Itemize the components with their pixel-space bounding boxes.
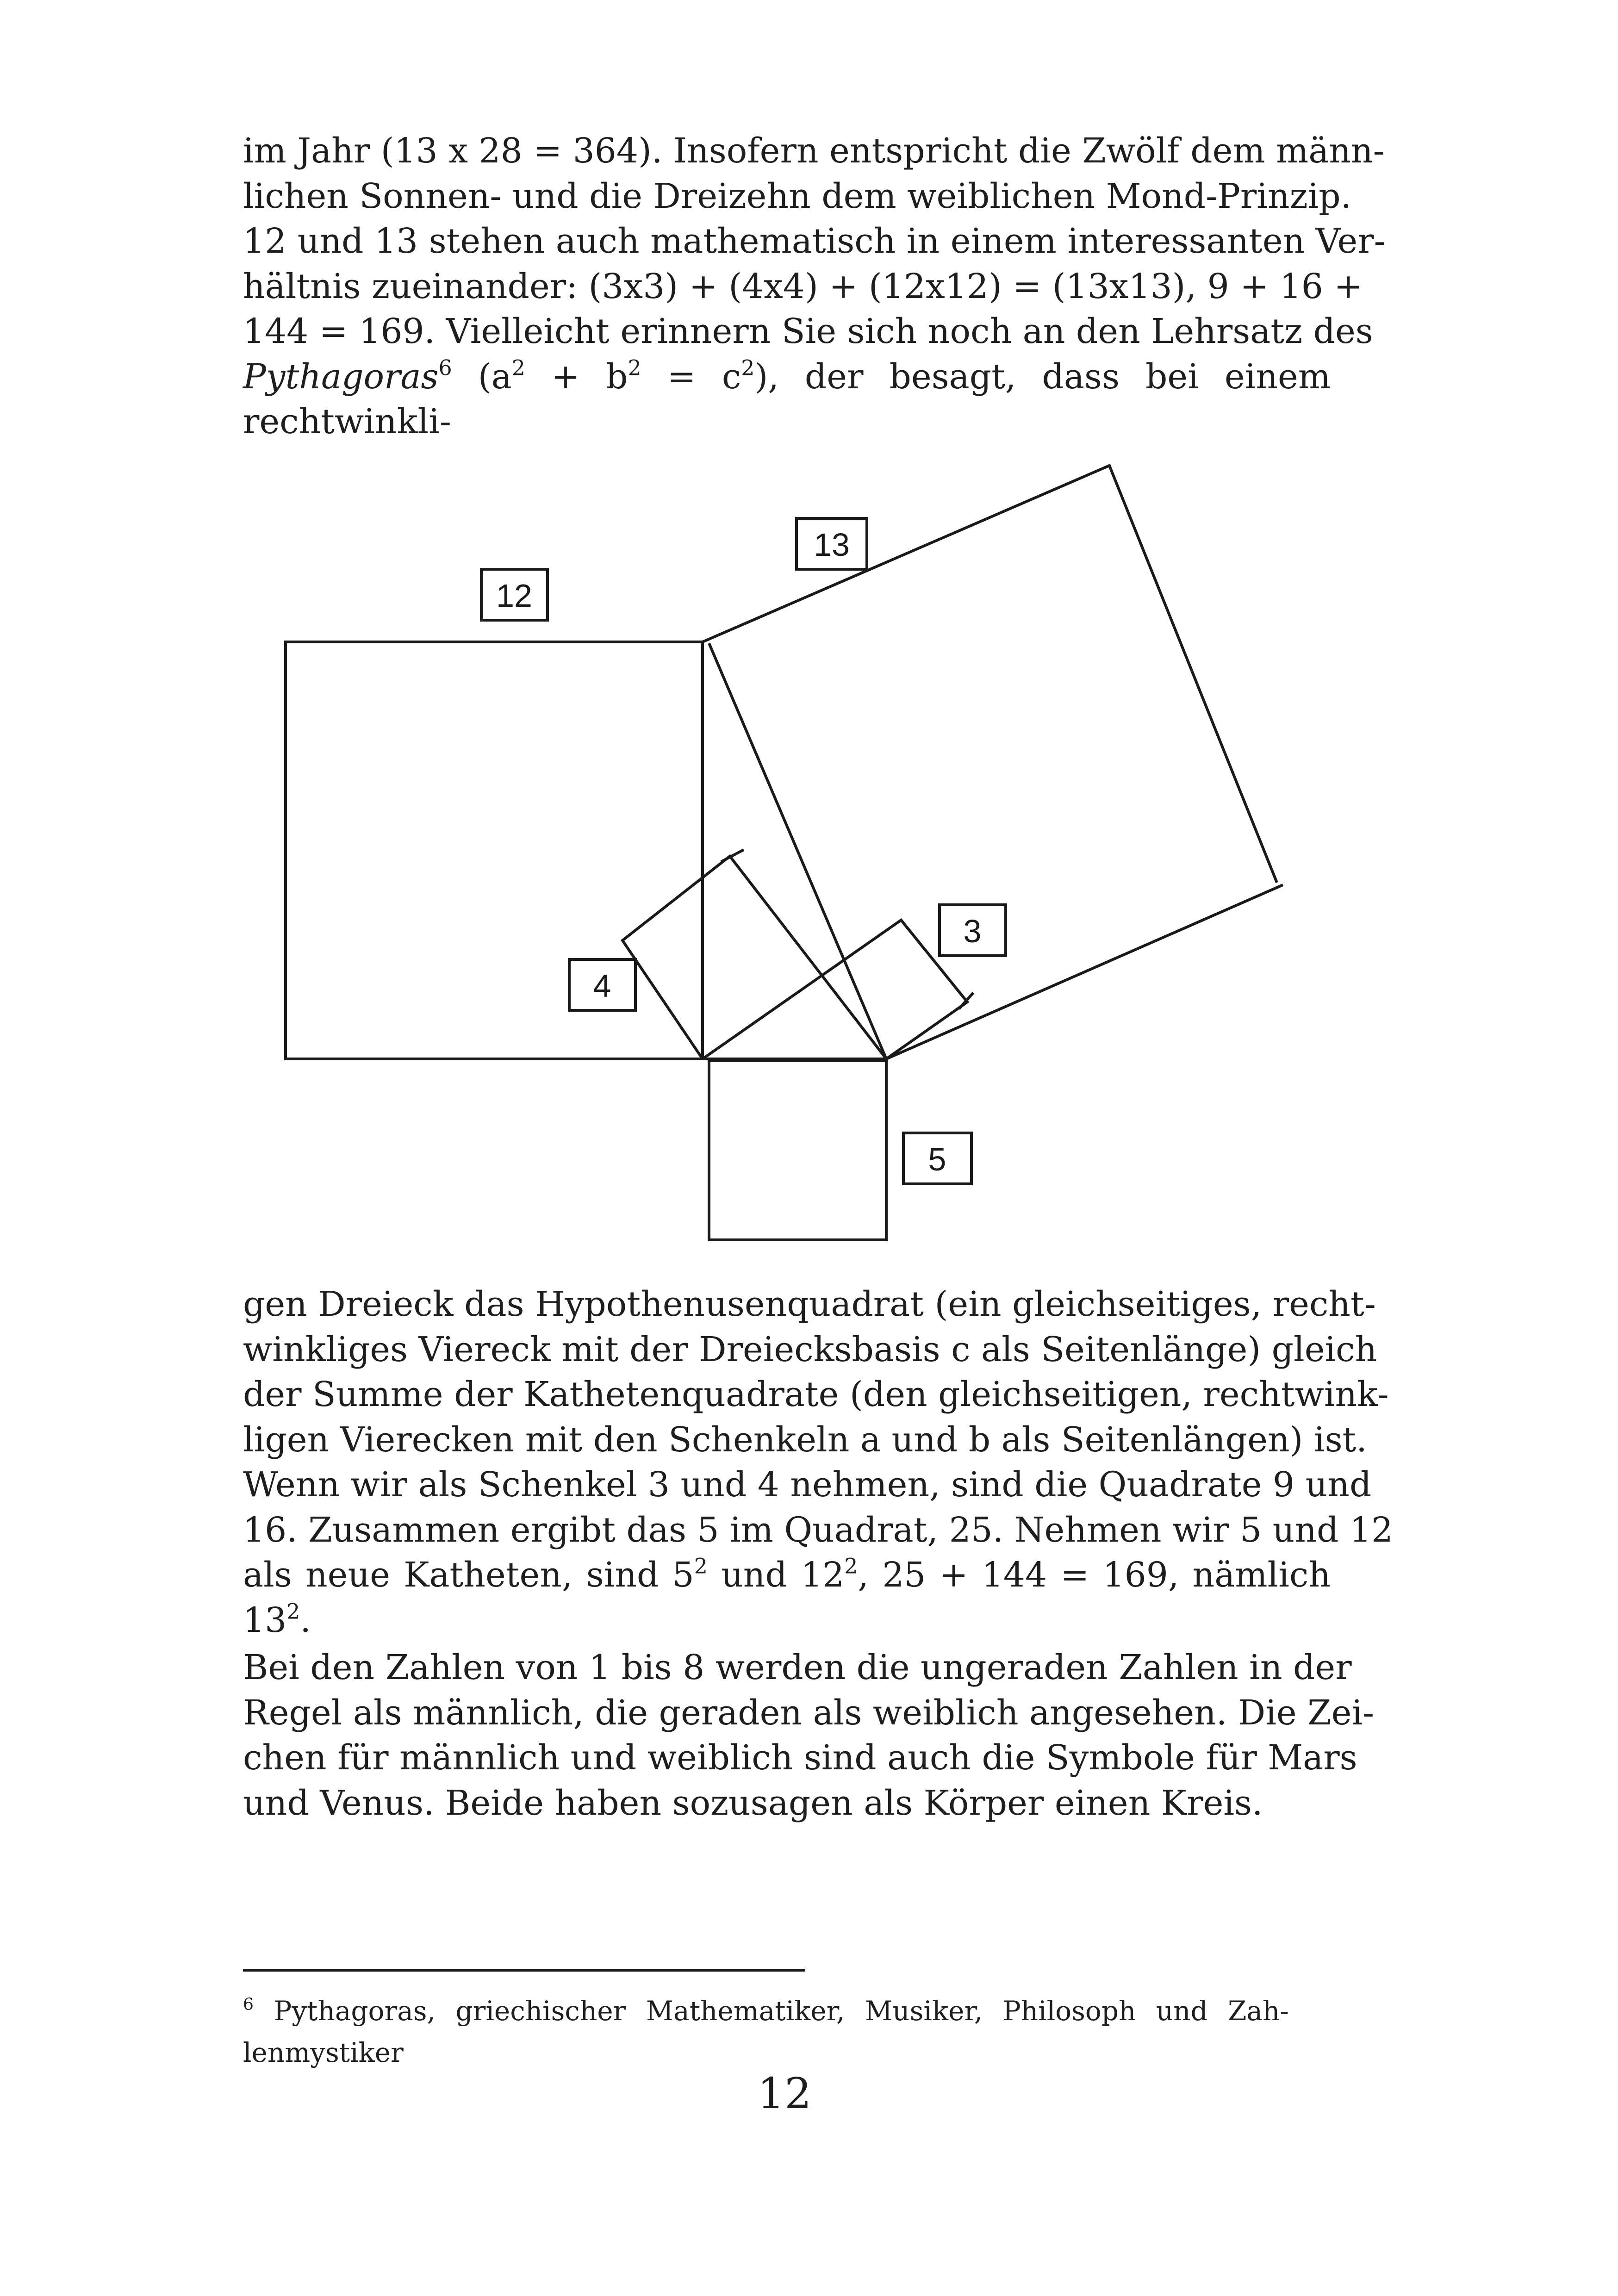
pythagoras-name: Pythagoras (243, 356, 439, 397)
text-line: Bei den Zahlen von 1 bis 8 werden die ungeraden Zahlen in der (243, 1648, 1352, 1687)
text-line-pythagoras: Pythagoras$^6$ $(a^2 + b^2 = c^2)$, der besagt, dass bei einem rechtwinkli- (243, 355, 1331, 442)
footnote (243, 1990, 1289, 2073)
label-12: 12 (496, 578, 532, 614)
square-13-edge (709, 643, 886, 1059)
text-line: als neue Katheten, sind $5^2$ und $12^2$, 25 + 144 = 169, nämlich $13^2$. (243, 1553, 1331, 1640)
label-3: 3 (963, 913, 982, 949)
text-line: gen Dreieck das Hypothenusenquadrat (ein gleichseitiges, recht- (243, 1284, 1376, 1324)
text-line: winkliges Viereck mit der Dreiecksbasis c als Seitenlänge) gleich (243, 1329, 1377, 1369)
text-line: lichen Sonnen- und die Dreizehn dem weiblichen Mond-Prinzip. (243, 176, 1352, 216)
text-line: 12 und 13 stehen auch mathematisch in einem interessanten Ver- (243, 221, 1386, 261)
text-line: Regel als männlich, die geraden als weiblich angesehen. Die Zei- (243, 1692, 1375, 1733)
text-line: der Summe der Kathetenquadrate (den gleichseitigen, rechtwink- (243, 1375, 1389, 1414)
text-line: im Jahr (13 x 28 = 364). Insofern entspricht die Zwölf dem männ- (243, 131, 1385, 171)
label-5: 5 (928, 1141, 946, 1177)
footnote-line: lenmystiker (243, 2037, 404, 2068)
footnote-number: 6 (243, 1995, 254, 2014)
text-line: ligen Vierecken mit den Schenkeln a und b als Seitenlängen) ist. (243, 1419, 1367, 1460)
square-13 (703, 466, 1277, 883)
text-line: Wenn wir als Schenkel 3 und 4 nehmen, sind die Quadrate 9 und (243, 1465, 1372, 1505)
square-5 (709, 1061, 886, 1240)
text-line: chen für männlich und weiblich sind auch die Symbole für Mars (243, 1738, 1357, 1778)
label-4: 4 (593, 968, 611, 1004)
footnote-line: $^6$ Pythagoras, griechischer Mathematiker, Musiker, Philosoph und Zah- (243, 1995, 1289, 2027)
text-line: 16. Zusammen ergibt das 5 im Quadrat, 25. Nehmen wir 5 und 12 (243, 1510, 1393, 1550)
text-line: hältnis zueinander: (3x3) + (4x4) + (12x12) = (13x13), 9 + 16 + (243, 266, 1363, 306)
label-13: 13 (814, 527, 850, 563)
footnote-separator (243, 1969, 805, 1972)
square-12 (286, 642, 703, 1059)
footnote-reference[interactable]: 6 (438, 355, 452, 380)
page-number: 12 (757, 2069, 812, 2118)
paragraph-bottom (243, 1645, 1375, 1826)
text-line: und Venus. Beide haben sozusagen als Körper einen Kreis. (243, 1783, 1263, 1823)
text-line: 144 = 169. Vielleicht erinnern Sie sich noch an den Lehrsatz des (243, 311, 1373, 351)
paragraph-middle (243, 1282, 1393, 1643)
